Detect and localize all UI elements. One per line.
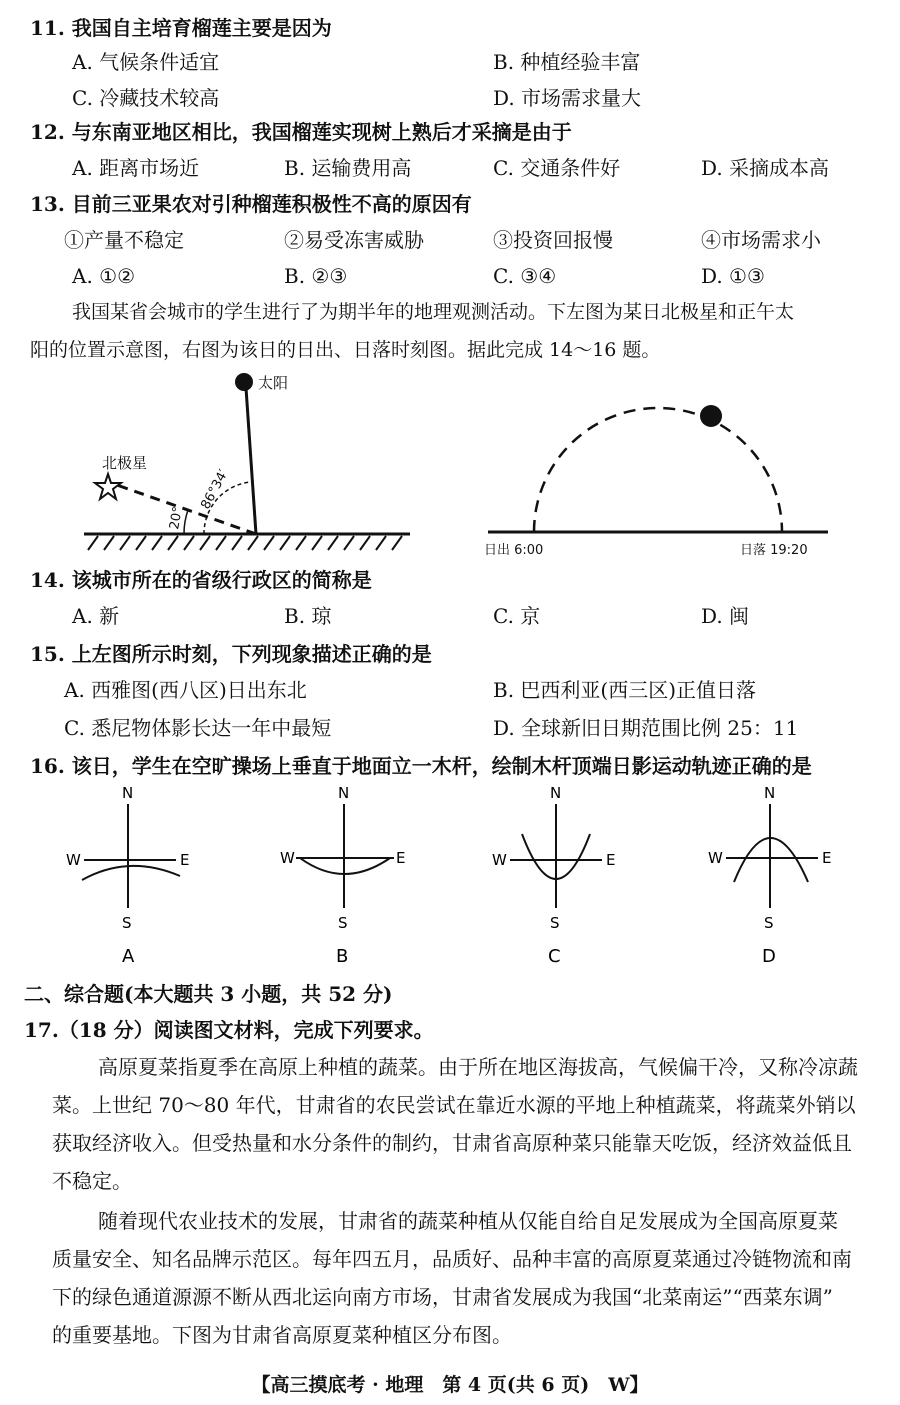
q12-option-a: A. 距离市场近 (72, 156, 200, 180)
q12-option-d: D. 采摘成本高 (701, 156, 830, 180)
q17-p2-line-2: 质量安全、知名品牌示范区。每年四五月，品质好、品种丰富的高原夏菜通过冷链物流和南 (52, 1247, 852, 1271)
q15-option-d: D. 全球新旧日期范围比例 25：11 (493, 716, 799, 740)
q13-item-4: ④市场需求小 (701, 228, 821, 252)
option-c-label: C (548, 946, 561, 967)
section-2-heading: 二、综合题(本大题共 3 小题，共 52 分) (24, 982, 393, 1006)
q11-option-a: A. 气候条件适宜 (72, 50, 220, 74)
q11-stem: 11. 我国自主培育榴莲主要是因为 (30, 16, 332, 40)
q13-item-1: ①产量不稳定 (64, 228, 184, 252)
q14-stem: 14. 该城市所在的省级行政区的简称是 (30, 568, 372, 592)
q17-stem: 17.（18 分）阅读图文材料，完成下列要求。 (24, 1018, 434, 1042)
intro-line-2: 阳的位置示意图，右图为该日的日出、日落时刻图。据此完成 14～16 题。 (30, 339, 661, 361)
compass-n-label: N (550, 784, 562, 802)
compass-s-label: S (550, 914, 560, 932)
q17-paragraph-1 (24, 1048, 884, 1200)
q13-item-3: ③投资回报慢 (493, 228, 613, 252)
q14-option-b: B. 琼 (284, 604, 332, 628)
q17-p1-line-3: 获取经济收入。但受热量和水分条件的制约，甘肃省高原种菜只能靠天吃饭，经济效益低且 (52, 1131, 852, 1155)
compass-w-label: W (708, 849, 723, 867)
q15-option-c: C. 悉尼物体影长达一年中最短 (64, 716, 332, 740)
compass-n-label: N (122, 784, 134, 802)
sunset-label: 日落 19:20 (740, 543, 808, 558)
compass-n-label: N (764, 784, 776, 802)
q17-p2-line-1: 随着现代农业技术的发展，甘肃省的蔬菜种植从仅能自给自足发展成为全国高原夏菜 (98, 1209, 838, 1233)
compass-e-label: E (822, 849, 832, 867)
compass-w-label: W (280, 849, 295, 867)
option-d-diagram (708, 784, 831, 967)
q17-p2-line-4: 的重要基地。下图为甘肃省高原夏菜种植区分布图。 (52, 1323, 512, 1347)
compass-s-label: S (764, 914, 774, 932)
compass-n-label: N (338, 784, 350, 802)
q15-stem: 15. 上左图所示时刻，下列现象描述正确的是 (30, 642, 432, 666)
intro-line-1: 我国某省会城市的学生进行了为期半年的地理观测活动。下左图为某日北极星和正午太 (72, 301, 795, 323)
q12-option-b: B. 运输费用高 (284, 156, 412, 180)
q17-paragraph-2 (24, 1202, 884, 1354)
q14-option-d: D. 闽 (701, 604, 750, 628)
angle-large-label: 86°34′ (198, 467, 232, 512)
option-a-label: A (122, 946, 135, 967)
polaris-sun-diagram (80, 368, 420, 558)
q15-option-a: A. 西雅图(西八区)日出东北 (64, 678, 307, 702)
option-d-label: D (762, 946, 776, 967)
q17-p1-line-4: 不稳定。 (52, 1169, 132, 1193)
q13-stem: 13. 目前三亚果农对引种榴莲积极性不高的原因有 (30, 192, 472, 216)
angle-small-label: 20° (167, 505, 186, 531)
q11-option-c: C. 冷藏技术较高 (72, 86, 220, 110)
q13-option-b: B. ②③ (284, 264, 348, 288)
sun-label: 太阳 (258, 374, 289, 392)
q11-option-b: B. 种植经验丰富 (493, 50, 641, 74)
q13-option-d: D. ①③ (701, 264, 765, 288)
option-a-diagram (66, 784, 189, 967)
q14-option-c: C. 京 (493, 604, 541, 628)
compass-e-label: E (180, 851, 190, 869)
compass-s-label: S (338, 914, 348, 932)
q12-stem: 12. 与东南亚地区相比，我国榴莲实现树上熟后才采摘是由于 (30, 120, 572, 144)
sun-icon (235, 373, 253, 391)
option-c-diagram (492, 784, 615, 967)
polaris-star-icon (95, 474, 121, 499)
compass-s-label: S (122, 914, 132, 932)
sun-position-icon (700, 405, 722, 427)
trajectory-a (82, 866, 180, 880)
sun-path-arc (534, 408, 782, 532)
compass-e-label: E (606, 851, 616, 869)
sunrise-label: 日出 6:00 (484, 543, 544, 558)
compass-w-label: W (492, 851, 507, 869)
q11-option-d: D. 市场需求量大 (493, 86, 642, 110)
q13-option-c: C. ③④ (493, 264, 557, 288)
page-footer: 【高三摸底考 · 地理 第 4 页(共 6 页) W】 (251, 1374, 649, 1396)
polaris-label: 北极星 (102, 454, 148, 472)
compass-w-label: W (66, 851, 81, 869)
q14-option-a: A. 新 (72, 604, 120, 628)
compass-e-label: E (396, 849, 406, 867)
option-b-label: B (336, 946, 349, 967)
q13-item-2: ②易受冻害威胁 (284, 228, 424, 252)
option-b-diagram (280, 784, 405, 967)
sun-ray-line (246, 388, 256, 534)
shadow-trajectory-options (40, 784, 860, 970)
sunrise-sunset-diagram (478, 380, 838, 560)
q17-p1-line-1: 高原夏菜指夏季在高原上种植的蔬菜。由于所在地区海拔高，气候偏干冷，又称冷凉蔬 (98, 1055, 858, 1079)
q17-p2-line-3: 下的绿色通道源源不断从西北运向南方市场，甘肃省发展成为我国“北菜南运”“西菜东调” (52, 1285, 833, 1309)
q13-option-a: A. ①② (72, 264, 136, 288)
q16-stem: 16. 该日，学生在空旷操场上垂直于地面立一木杆，绘制木杆顶端日影运动轨迹正确的是 (30, 754, 812, 778)
ground-hatching (88, 536, 402, 550)
q12-option-c: C. 交通条件好 (493, 156, 621, 180)
q15-option-b: B. 巴西利亚(西三区)正值日落 (493, 678, 757, 702)
q17-p1-line-2: 菜。上世纪 70～80 年代，甘肃省的农民尝试在靠近水源的平地上种植蔬菜，将蔬菜外销以 (52, 1093, 856, 1117)
